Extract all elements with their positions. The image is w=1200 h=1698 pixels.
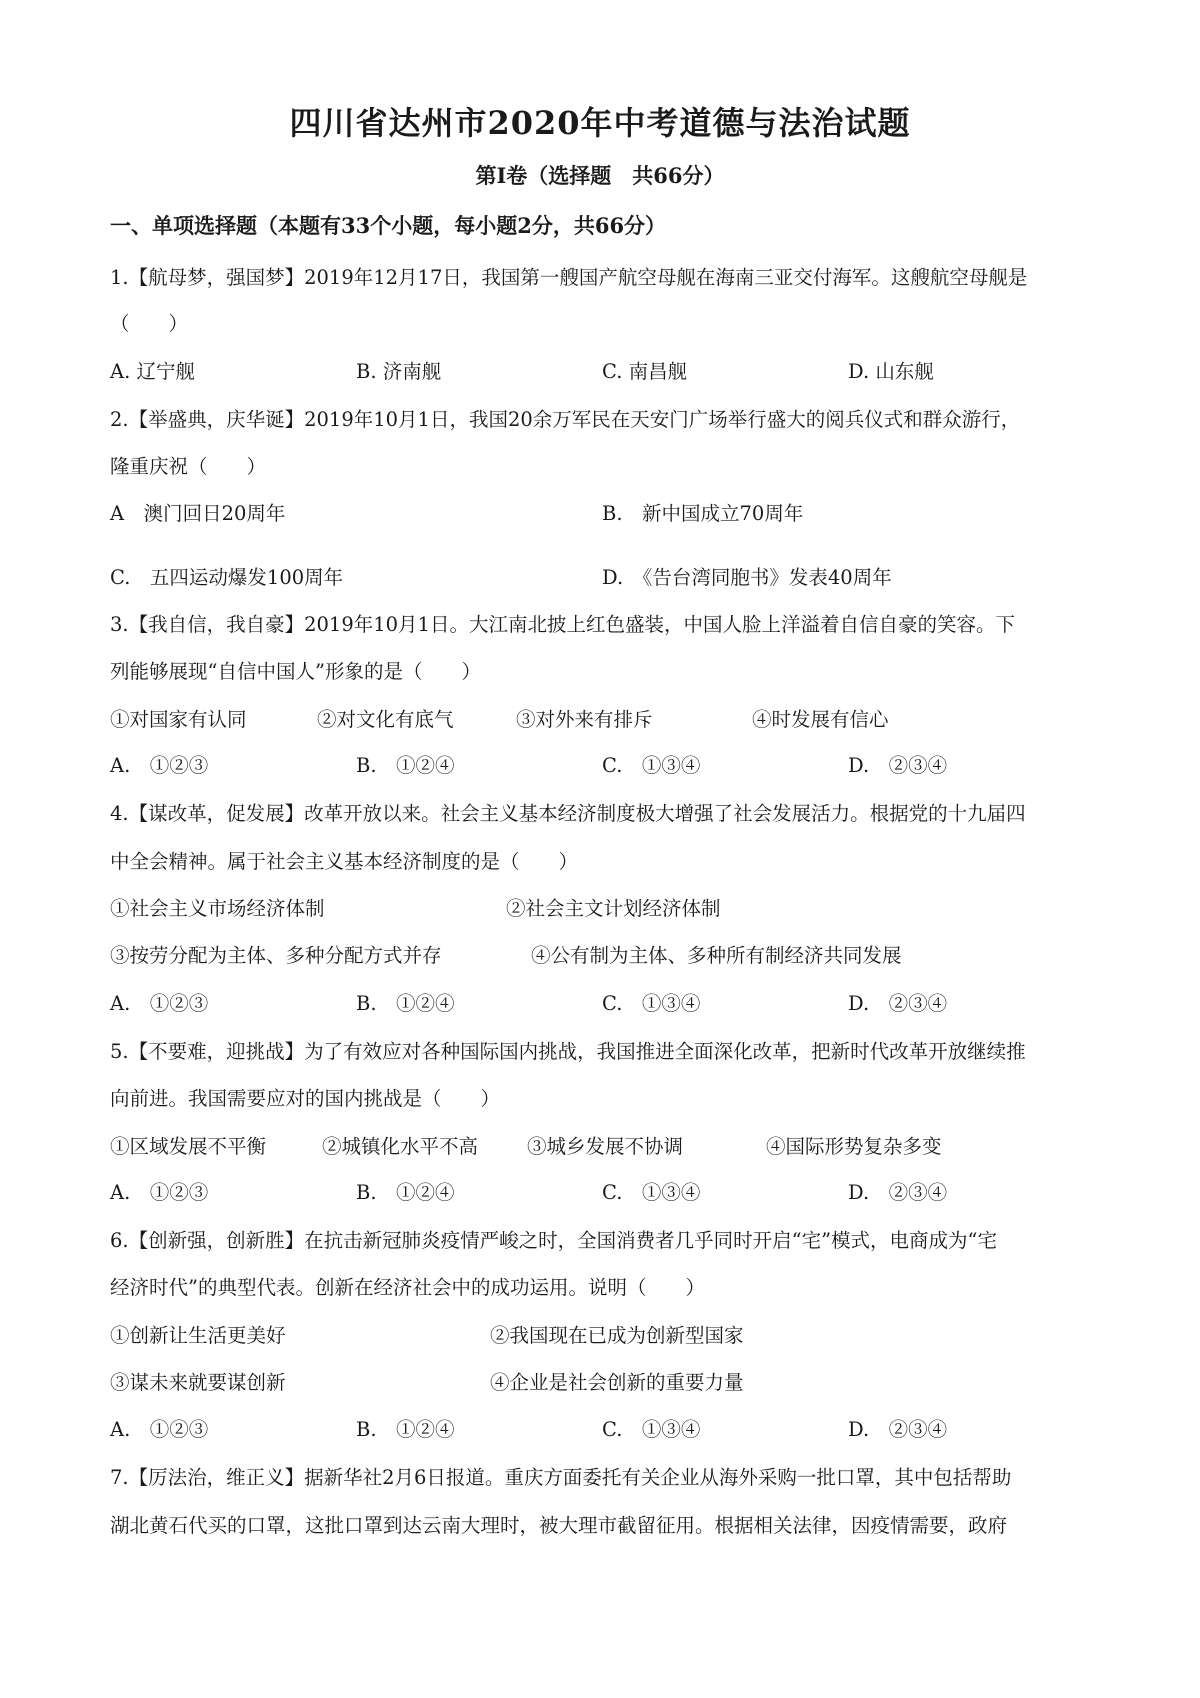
- question-2-option-d: D. 《告台湾同胞书》发表40周年: [602, 566, 892, 589]
- question-5-line-1: 5.【不要难，迎挑战】为了有效应对各种国际国内挑战，我国推进全面深化改革，把新时代改革开放继续推: [110, 1040, 1026, 1063]
- question-6-line-1: 6.【创新强，创新胜】在抗击新冠肺炎疫情严峻之时，全国消费者几乎同时开启“宅”模式，电商成为“宅: [110, 1229, 998, 1252]
- question-4-option-c: C. ①③④: [602, 992, 701, 1015]
- question-5-line-2: 向前进。我国需要应对的国内挑战是（ ）: [110, 1087, 501, 1110]
- question-2-line-2: 隆重庆祝（ ）: [110, 455, 267, 478]
- question-5-option-a: A. ①②③: [110, 1181, 209, 1204]
- question-3-item-2: ②对文化有底气: [317, 708, 454, 731]
- question-4-item-2: ②社会主文计划经济体制: [506, 897, 721, 920]
- question-5-option-c: C. ①③④: [602, 1181, 701, 1204]
- question-6-item-1: ①创新让生活更美好: [110, 1324, 286, 1347]
- question-6-option-d: D. ②③④: [848, 1418, 948, 1441]
- question-2-option-b: B. 新中国成立70周年: [602, 502, 804, 525]
- question-1-option-b: B. 济南舰: [356, 360, 442, 383]
- question-3-option-d: D. ②③④: [848, 754, 948, 777]
- question-6-option-c: C. ①③④: [602, 1418, 701, 1441]
- question-6-item-2: ②我国现在已成为创新型国家: [490, 1324, 744, 1347]
- question-5-item-4: ④国际形势复杂多变: [766, 1135, 942, 1158]
- question-5-item-2: ②城镇化水平不高: [322, 1135, 479, 1158]
- question-2-option-c: C. 五四运动爆发100周年: [110, 566, 344, 589]
- question-4-line-2: 中全会精神。属于社会主义基本经济制度的是（ ）: [110, 850, 579, 873]
- question-4-option-a: A. ①②③: [110, 992, 209, 1015]
- question-5-option-d: D. ②③④: [848, 1181, 948, 1204]
- question-5-item-1: ①区域发展不平衡: [110, 1135, 267, 1158]
- question-3-option-b: B. ①②④: [356, 754, 455, 777]
- question-3-item-3: ③对外来有排斥: [516, 708, 653, 731]
- exam-title: 四川省达州市2020年中考道德与法治试题: [289, 104, 911, 142]
- question-4-option-b: B. ①②④: [356, 992, 455, 1015]
- question-3-line-1: 3.【我自信，我自豪】2019年10月1日。大江南北披上红色盛装，中国人脸上洋溢着自信自豪的笑容。下: [110, 613, 1015, 636]
- question-1-line-1: 1.【航母梦，强国梦】2019年12月17日，我国第一艘国产航空母舰在海南三亚交付海军。这艘航空母舰是: [110, 266, 1028, 289]
- question-3-option-c: C. ①③④: [602, 754, 701, 777]
- question-2-line-1: 2.【举盛典，庆华诞】2019年10月1日，我国20余万军民在天安门广场举行盛大的阅兵仪式和群众游行，: [110, 408, 1021, 431]
- question-4-line-1: 4.【谋改革，促发展】改革开放以来。社会主义基本经济制度极大增强了社会发展活力。根据党的十九届四: [110, 802, 1026, 825]
- question-3-item-1: ①对国家有认同: [110, 708, 247, 731]
- part-heading: 第I卷（选择题 共66分）: [475, 163, 725, 188]
- question-6-item-4: ④企业是社会创新的重要力量: [490, 1371, 744, 1394]
- section-heading: 一、单项选择题（本题有33个小题，每小题2分，共66分）: [110, 213, 667, 238]
- question-4-item-1: ①社会主义市场经济体制: [110, 897, 325, 920]
- question-4-item-3: ③按劳分配为主体、多种分配方式并存: [110, 944, 442, 967]
- question-3-line-2: 列能够展现“自信中国人”形象的是（ ）: [110, 660, 481, 683]
- question-7-line-2: 湖北黄石代买的口罩，这批口罩到达云南大理时，被大理市截留征用。根据相关法律，因疫情需要，政府: [110, 1514, 1008, 1537]
- question-2-option-a: A 澳门回日20周年: [110, 502, 286, 525]
- question-1-option-c: C. 南昌舰: [602, 360, 688, 383]
- question-6-item-3: ③谋未来就要谋创新: [110, 1371, 286, 1394]
- question-6-option-b: B. ①②④: [356, 1418, 455, 1441]
- question-1-option-a: A. 辽宁舰: [110, 360, 195, 383]
- question-3-item-4: ④时发展有信心: [752, 708, 889, 731]
- question-4-item-4: ④公有制为主体、多种所有制经济共同发展: [531, 944, 902, 967]
- question-6-line-2: 经济时代”的典型代表。创新在经济社会中的成功运用。说明（ ）: [110, 1276, 705, 1299]
- question-3-option-a: A. ①②③: [110, 754, 209, 777]
- question-6-option-a: A. ①②③: [110, 1418, 209, 1441]
- question-5-option-b: B. ①②④: [356, 1181, 455, 1204]
- question-5-item-3: ③城乡发展不协调: [527, 1135, 684, 1158]
- question-4-option-d: D. ②③④: [848, 992, 948, 1015]
- question-1-line-2: （ ）: [110, 312, 189, 335]
- question-1-option-d: D. 山东舰: [848, 360, 934, 383]
- question-7-line-1: 7.【厉法治，维正义】据新华社2月6日报道。重庆方面委托有关企业从海外采购一批口罩，其中包括帮助: [110, 1466, 1012, 1489]
